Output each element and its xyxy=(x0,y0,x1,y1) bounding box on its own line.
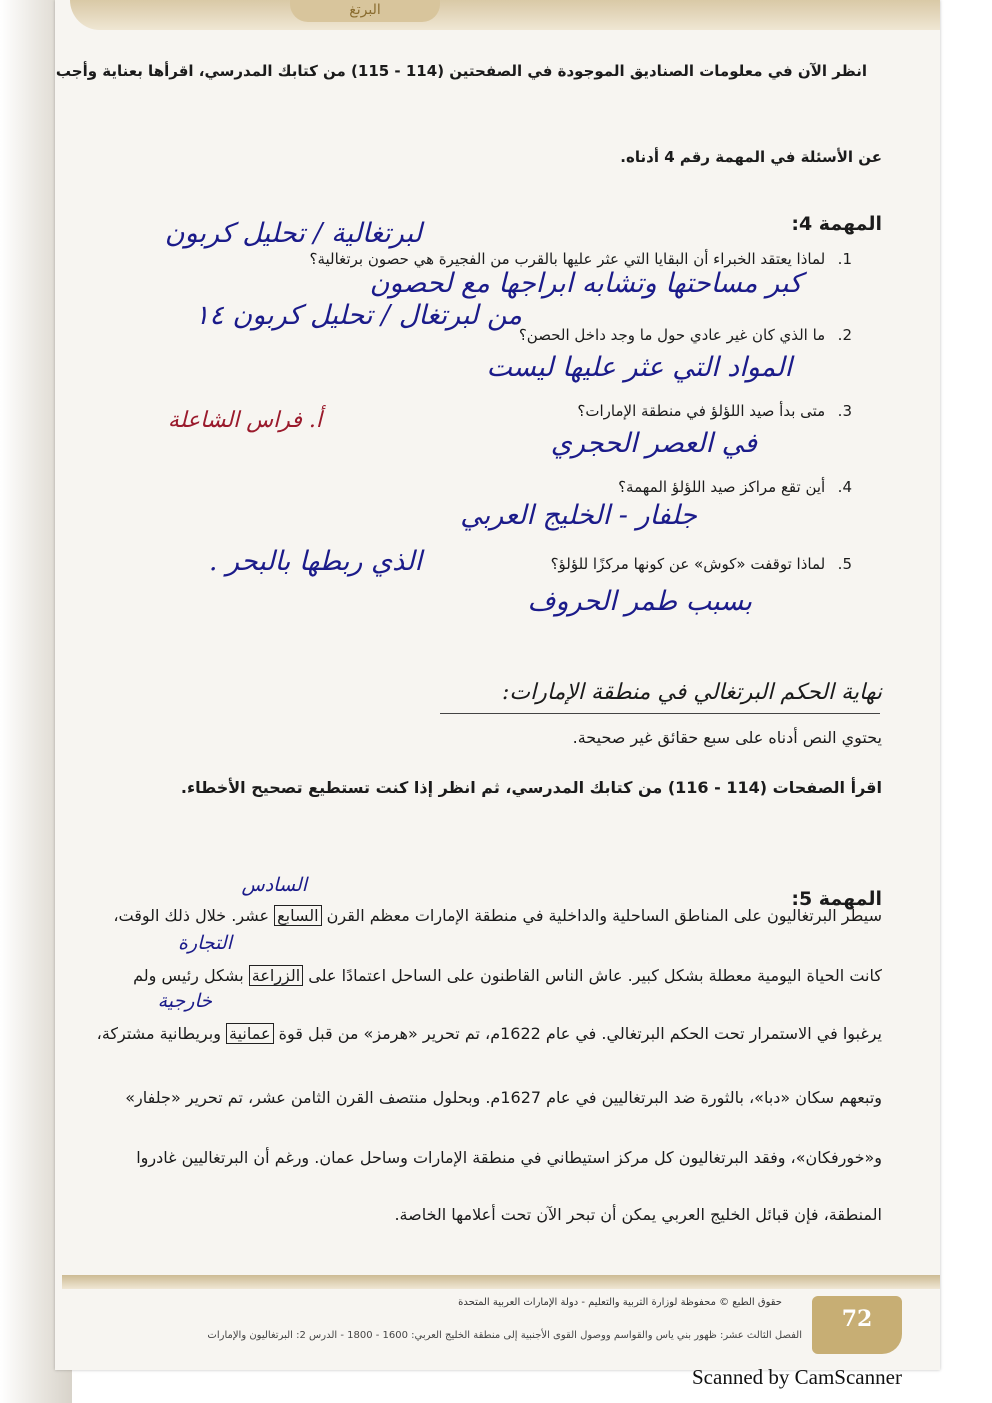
question-number: 5. xyxy=(837,555,852,573)
paragraph-text: كانت الحياة اليومية معطلة بشكل كبير. عاش الناس القاطنون على الساحل اعتمادًا على xyxy=(308,966,882,985)
handwritten-teacher-note: أ. فراس الشاعلة xyxy=(167,408,322,433)
question-number: 3. xyxy=(837,402,852,420)
question-5 xyxy=(551,555,852,573)
question-3 xyxy=(577,402,852,420)
section-intro-line-1: يحتوي النص أدناه على سبع حقائق غير صحيحة. xyxy=(572,728,882,747)
handwritten-correction-2: التجارة xyxy=(178,932,232,954)
handwritten-correction-3: خارجية xyxy=(157,990,212,1012)
footer-band xyxy=(62,1275,940,1289)
error-box: عمانية xyxy=(226,1023,274,1044)
error-box: السابع xyxy=(274,905,321,926)
camscanner-watermark: Scanned by CamScanner xyxy=(692,1365,902,1389)
top-decorative-band xyxy=(70,0,940,30)
section-title: نهاية الحكم البرتغالي في منطقة الإمارات: xyxy=(502,680,882,705)
question-1 xyxy=(310,250,852,268)
paragraph-text: يرغبوا في الاستمرار تحت الحكم البرتغالي. في عام 1622م، تم تحرير «هرمز» من قبل قوة xyxy=(278,1024,882,1043)
page-number: 72 xyxy=(841,1306,873,1332)
paragraph-text: سيطر البرتغاليون على المناطق الساحلية والداخلية في منطقة الإمارات معظم القرن xyxy=(326,906,882,925)
question-number: 2. xyxy=(837,326,852,344)
error-box: الزراعة xyxy=(249,965,303,986)
paragraph-text: بشكل رئيس ولم xyxy=(133,966,244,985)
question-number: 4. xyxy=(837,478,852,496)
handwritten-answer-5a: الذي ربطها بالبحر . xyxy=(208,546,422,577)
handwritten-answer-3: في العصر الحجري xyxy=(550,428,757,459)
handwritten-correction-1: السادس xyxy=(241,874,307,896)
task4-title: المهمة 4: xyxy=(791,213,882,235)
handwritten-answer-5b: بسبب طمر الحروف xyxy=(527,586,752,617)
section-intro-line-2: اقرأ الصفحات (114 - 116) من كتابك المدرسي، ثم انظر إذا كنت تستطيع تصحيح الأخطاء. xyxy=(180,778,882,797)
question-text: لماذا يعتقد الخبراء أن البقايا التي عثر عليها بالقرب من الفجيرة هي حصون برتغالية؟ xyxy=(309,250,826,268)
handwritten-answer-2a: من لبرتغال / تحليل كربون ١٤ xyxy=(194,300,522,331)
task5-title: المهمة 5: xyxy=(791,888,882,910)
paragraph-line-1 xyxy=(113,906,882,925)
handwritten-answer-1a: لبرتغالية / تحليل كربون xyxy=(164,218,422,249)
paragraph-line-3 xyxy=(97,1024,882,1043)
handwritten-answer-2b: المواد التي عثر عليها ليست xyxy=(486,352,792,383)
paragraph-line-5: و«خورفكان»، وفقد البرتغاليون كل مركز استيطاني في منطقة الإمارات وساحل عمان. ورغم أن البرتغاليين غادروا xyxy=(136,1148,882,1167)
question-2 xyxy=(519,326,852,344)
paragraph-line-2 xyxy=(133,966,882,985)
intro-line-2: عن الأسئلة في المهمة رقم 4 أدناه. xyxy=(620,148,882,166)
copyright-text: حقوق الطبع © محفوظة لوزارة التربية والتعليم - دولة الإمارات العربية المتحدة xyxy=(458,1297,782,1308)
question-text: لماذا توقفت «كوش» عن كونها مركزًا للؤلؤ؟ xyxy=(550,555,826,573)
footer-chapter-path: الفصل الثالث عشر: ظهور بني ياس والقواسم ووصول القوى الأجنبية إلى منطقة الخليج العربي: 1600 - 1800 - الدرس 2: البرتغاليون والإمارات xyxy=(207,1330,802,1341)
intro-line-1: انظر الآن في معلومات الصناديق الموجودة في الصفحتين (114 - 115) من كتابك المدرسي، اقرأها بعناية وأجب xyxy=(55,62,867,80)
handwritten-answer-1b: كبر مساحتها وتشابه ابراجها مع لحصون xyxy=(369,268,802,299)
paragraph-line-4: وتبعهم سكان «دبا»، بالثورة ضد البرتغاليين في عام 1627م. وبحلول منتصف القرن الثامن عشر، تم تحرير «جلفار» xyxy=(125,1088,882,1107)
paragraph-text: عشر. خلال ذلك الوقت، xyxy=(113,906,270,925)
handwritten-answer-4: جلفار - الخليج العربي xyxy=(460,500,697,531)
paragraph-line-6: المنطقة، فإن قبائل الخليج العربي يمكن أن تبحر الآن تحت أعلامها الخاصة. xyxy=(394,1205,882,1224)
paragraph-text: وبريطانية مشتركة، xyxy=(96,1024,221,1043)
section-title-underline xyxy=(440,713,880,714)
question-text: ما الذي كان غير عادي حول ما وجد داخل الحصن؟ xyxy=(518,326,826,344)
question-text: أين تقع مراكز صيد اللؤلؤ المهمة؟ xyxy=(618,478,826,496)
chapter-tab: البرتغ xyxy=(290,0,440,22)
question-text: متى بدأ صيد اللؤلؤ في منطقة الإمارات؟ xyxy=(577,402,826,420)
question-4 xyxy=(618,478,852,496)
question-number: 1. xyxy=(837,250,852,268)
